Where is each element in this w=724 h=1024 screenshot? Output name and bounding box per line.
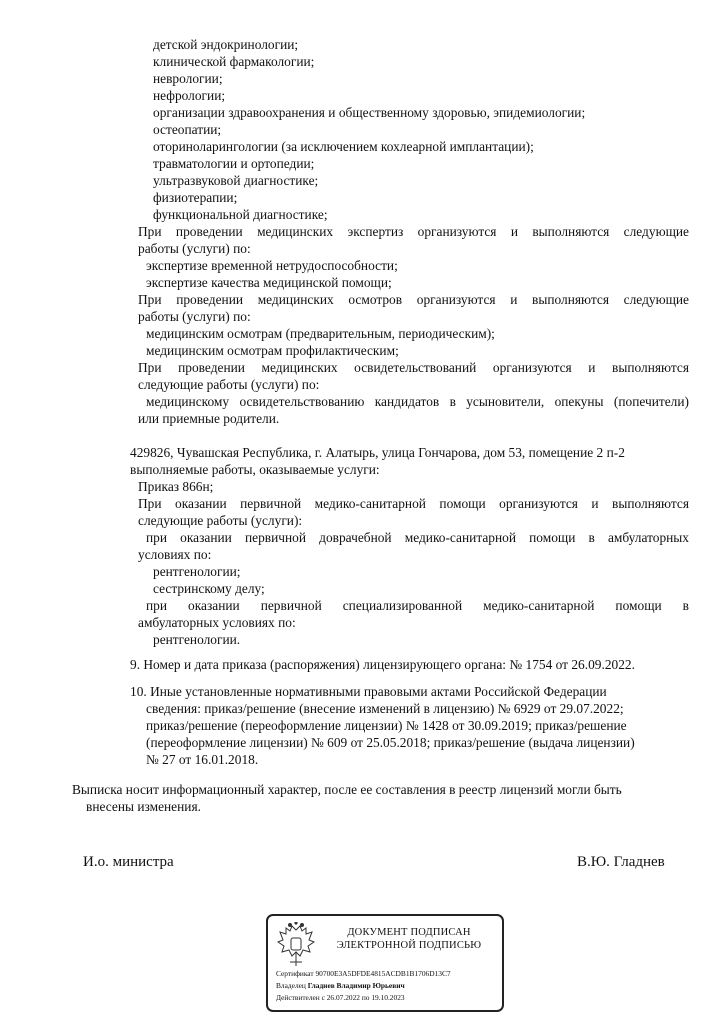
certification-intro: При проведении медицинских освидетельствований организуются и выполняются xyxy=(138,360,689,375)
disclaimer: Выписка носит информационный характер, после ее составления в реестр лицензий могли быть xyxy=(72,782,622,797)
list-item-cont: или приемные родители. xyxy=(138,411,280,426)
list-item: травматологии и ортопедии; xyxy=(153,156,315,171)
predoctor-intro-cont: условиях по: xyxy=(138,547,212,562)
list-item: сестринскому делу; xyxy=(153,581,265,596)
order-line: Приказ 866н; xyxy=(138,479,214,494)
order-number-item: 9. Номер и дата приказа (распоряжения) лицензирующего органа: № 1754 от 26.09.2022. xyxy=(130,657,635,672)
coat-of-arms-icon xyxy=(276,922,316,970)
primary-care-intro: При оказании первичной медико-санитарной помощи организуются и выполняются xyxy=(138,496,689,511)
exams-intro-cont: работы (услуги) по: xyxy=(138,241,251,256)
services-heading: выполняемые работы, оказываемые услуги: xyxy=(130,462,380,477)
specialized-intro-cont: амбулаторных условиях по: xyxy=(138,615,296,630)
other-info-line: № 27 от 16.01.2018. xyxy=(146,752,259,767)
list-item: экспертизе качества медицинской помощи; xyxy=(146,275,392,290)
disclaimer-cont: внесены изменения. xyxy=(86,799,201,814)
stamp-title-line: ЭЛЕКТРОННОЙ ПОДПИСЬЮ xyxy=(336,940,482,951)
list-item: медицинскому освидетельствованию кандидатов в усыновители, опекуны (попечители) xyxy=(146,394,689,409)
list-item: ультразвуковой диагностике; xyxy=(153,173,319,188)
list-item: оториноларингологии (за исключением кохлеарной имплантации); xyxy=(153,139,534,154)
list-item: клинической фармакологии; xyxy=(153,54,315,69)
list-item: неврологии; xyxy=(153,71,223,86)
other-info-item: 10. Иные установленные нормативными правовыми актами Российской Федерации xyxy=(130,684,607,699)
digital-signature-stamp xyxy=(266,914,504,1012)
list-item: рентгенологии. xyxy=(153,632,241,647)
predoctor-intro: при оказании первичной доврачебной медико-санитарной помощи в амбулаторных xyxy=(146,530,689,545)
list-item: медицинским осмотрам (предварительным, периодическим); xyxy=(146,326,495,341)
signer-position: И.о. министра xyxy=(83,854,174,870)
stamp-title-line: ДОКУМЕНТ ПОДПИСАН xyxy=(347,927,471,938)
list-item: медицинским осмотрам профилактическим; xyxy=(146,343,399,358)
list-item: рентгенологии; xyxy=(153,564,241,579)
address-line: 429826, Чувашская Республика, г. Алатырь, улица Гончарова, дом 53, помещение 2 п-2 xyxy=(130,445,625,460)
certification-intro-cont: следующие работы (услуги) по: xyxy=(138,377,320,392)
certificate-label: Сертификат xyxy=(276,969,314,978)
owner-line xyxy=(276,981,405,990)
list-item: детской эндокринологии; xyxy=(153,37,299,52)
exams-intro: При проведении медицинских экспертиз организуются и выполняются следующие xyxy=(138,224,689,239)
validity-line: Действителен с 26.07.2022 по 19.10.2023 xyxy=(276,993,405,1002)
owner-value: Гладнев Владимир Юрьевич xyxy=(307,981,405,990)
other-info-line: сведения: приказ/решение (внесение изменений в лицензию) № 6929 от 29.07.2022; xyxy=(146,701,624,716)
other-info-line: (переоформление лицензии) № 609 от 25.05.2018; приказ/решение (выдача лицензии) xyxy=(146,735,635,750)
signer-name: В.Ю. Гладнев xyxy=(577,854,665,870)
list-item: функциональной диагностике; xyxy=(153,207,328,222)
certificate-line xyxy=(276,969,451,978)
list-item: экспертизе временной нетрудоспособности; xyxy=(146,258,398,273)
checkups-intro: При проведении медицинских осмотров организуются и выполняются следующие xyxy=(138,292,689,307)
checkups-intro-cont: работы (услуги) по: xyxy=(138,309,251,324)
specialized-intro: при оказании первичной специализированной медико-санитарной помощи в xyxy=(146,598,689,613)
other-info-line: приказ/решение (переоформление лицензии) № 1428 от 30.09.2019; приказ/решение xyxy=(146,718,627,733)
list-item: нефрологии; xyxy=(153,88,226,103)
list-item: остеопатии; xyxy=(153,122,222,137)
primary-care-intro-cont: следующие работы (услуги): xyxy=(138,513,303,528)
list-item: организации здравоохранения и общественному здоровью, эпидемиологии; xyxy=(153,105,586,120)
owner-label: Владелец xyxy=(276,981,306,990)
stamp-title xyxy=(324,926,494,952)
certificate-value: 90700E3A5DFDE4815ACDB1B1706D13C7 xyxy=(315,969,451,978)
list-item: физиотерапии; xyxy=(153,190,238,205)
